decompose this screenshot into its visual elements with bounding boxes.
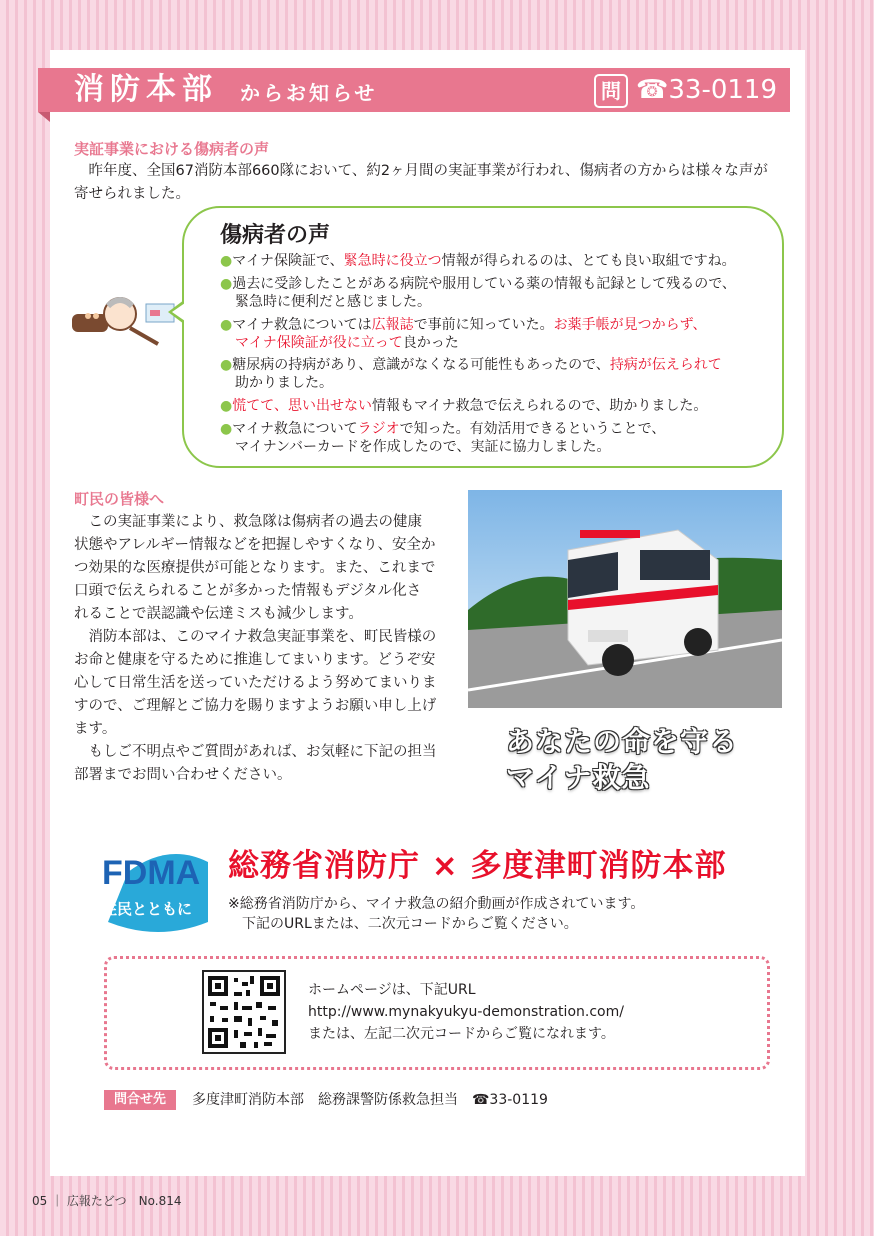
page-footer: 05 ｜ 広報たどつ No.814 [32, 1194, 182, 1208]
ambulance-photo [468, 490, 782, 708]
voice-highlight: ラジオ [357, 421, 400, 437]
contact-tag: 問合せ先 [104, 1090, 176, 1110]
bullet-icon: ● [220, 357, 233, 373]
voice-highlight: 持病が伝えられて [609, 357, 722, 373]
text-line: もしご不明点やご質問があれば、お気軽に下記の担当 [74, 744, 437, 760]
text-line: 心して日常生活を送っていただけるよう努めてまいりま [74, 675, 437, 691]
voice-item-cont: 助かりました。 [235, 375, 333, 391]
bullet-icon: ● [220, 276, 233, 292]
homepage-url-link[interactable]: http://www.mynakyukyu-demonstration.com/ [308, 1004, 624, 1020]
fdma-logo-sub: 住民とともに [102, 900, 193, 918]
voice-text: 情報もマイナ救急で伝えられるので、助かりました。 [371, 398, 708, 414]
org-heading: 総務省消防庁 × 多度津町消防本部 [228, 848, 727, 884]
voice-text: マイナ保険証で、 [232, 253, 344, 269]
text-line: お命と健康を守るために推進してまいります。どうぞ安 [74, 652, 436, 668]
page-title: 消防本部 [74, 72, 218, 107]
fdma-logo-text: FDMA [102, 854, 201, 892]
voice-highlight: マイナ保険証が役に立って [235, 335, 403, 351]
photo-caption-1: あなたの命を守る [506, 725, 739, 758]
voice-item-cont: マイナンバーカードを作成したので、実証に協力しました。 [235, 439, 611, 455]
bullet-icon: ● [220, 253, 233, 269]
voice-text: で知った。有効活用できるということで、 [399, 421, 666, 437]
text-line: れることで誤認識や伝達ミスも減少します。 [74, 606, 363, 622]
intro-line-1: 昨年度、全国67消防本部660隊において、約2ヶ月間の実証事業が行われ、傷病者の方からは様々な声が [74, 163, 768, 179]
voice-item-cont: 緊急時に便利だと感じました。 [235, 294, 431, 310]
voice-item [220, 252, 736, 270]
voice-text: 糖尿病の持病があり、意識がなくなる可能性もあったので、 [232, 357, 610, 373]
voice-item [220, 356, 722, 374]
bubble-tail-inner [172, 303, 185, 321]
voice-text: マイナ救急については [232, 317, 372, 333]
text-line: 口頭で伝えられることが多かった情報もデジタル化さ [74, 583, 422, 599]
video-note-1: ※総務省消防庁から、マイナ救急の紹介動画が作成されています。 [228, 896, 645, 912]
bullet-icon: ● [220, 317, 233, 333]
voice-highlight: 緊急時に役立つ [343, 253, 442, 269]
video-note-2: 下記のURLまたは、二次元コードからご覧ください。 [228, 916, 578, 932]
voice-highlight: お薬手帳が見つからず、 [553, 317, 707, 333]
intro-line-2: 寄せられました。 [74, 186, 190, 202]
voices-title: 傷病者の声 [220, 223, 331, 248]
homepage-line-1: ホームページは、下記URL [308, 982, 476, 998]
text-line: 消防本部は、このマイナ救急実証事業を、町民皆様の [74, 629, 437, 645]
text-line: 部署までお問い合わせください。 [74, 767, 292, 783]
residents-text [74, 511, 444, 787]
voice-text: マイナ救急について [232, 421, 358, 437]
homepage-line-3: または、左記二次元コードからご覧になれます。 [308, 1026, 615, 1042]
voice-text: で事前に知っていた。 [413, 317, 554, 333]
header-fold [38, 112, 50, 122]
text-line: 状態やアレルギー情報などを把握しやすくなり、安全か [74, 537, 436, 553]
header-phone: ☎33-0119 [636, 75, 778, 105]
text-line: ます。 [74, 721, 117, 737]
voice-highlight: 広報誌 [371, 317, 414, 333]
patient-illustration [68, 288, 178, 358]
contact-text: 多度津町消防本部 総務課警防係救急担当 ☎33-0119 [192, 1092, 548, 1108]
qr-code[interactable] [202, 970, 286, 1054]
voice-item [220, 397, 707, 415]
text-line: この実証事業により、救急隊は傷病者の過去の健康 [74, 514, 422, 530]
bullet-icon: ● [220, 421, 233, 437]
voice-item-cont [235, 334, 459, 352]
voice-text: 過去に受診したことがある病院や服用している薬の情報も記録として残るので、 [232, 276, 736, 292]
section-title-residents: 町民の皆様へ [74, 490, 165, 508]
voice-text: 情報が得られるのは、とても良い取組ですね。 [441, 253, 736, 269]
text-line: すので、ご理解とご協力を賜りますようお願い申し上げ [74, 698, 437, 714]
voice-item [220, 420, 665, 438]
bullet-icon: ● [220, 398, 233, 414]
voice-item [220, 275, 736, 293]
text-line: つ効果的な医療提供が可能となります。また、これまで [74, 560, 436, 576]
photo-caption-2: マイナ救急 [506, 761, 651, 794]
fdma-logo [98, 832, 208, 932]
voice-text: 良かった [402, 335, 459, 351]
inquiry-mark: 問 [594, 74, 628, 108]
voice-highlight: 慌てて、思い出せない [232, 398, 372, 414]
voice-item [220, 316, 707, 334]
section-title-voices: 実証事業における傷病者の声 [74, 140, 270, 158]
page-subtitle: からお知らせ [240, 81, 378, 105]
